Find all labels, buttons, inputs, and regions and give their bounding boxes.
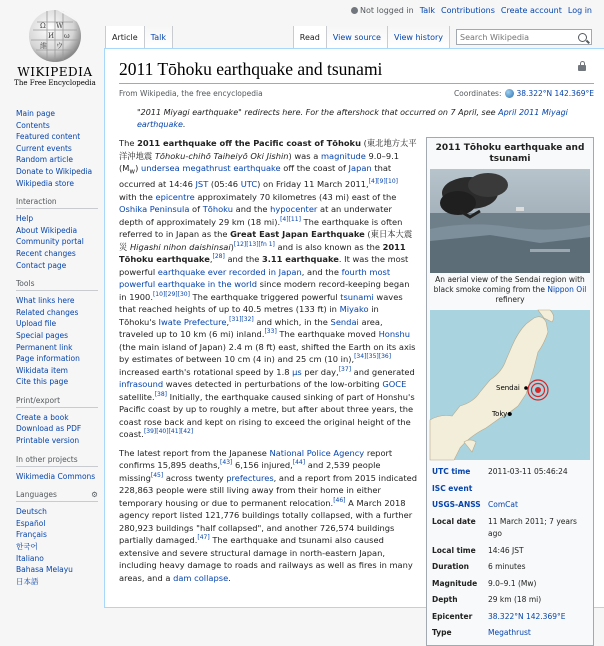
language-link[interactable]: Español — [16, 518, 46, 528]
sidebar-item[interactable]: Permanent link — [16, 342, 73, 352]
sidebar-item[interactable]: Special pages — [16, 330, 69, 340]
epicenter-marker — [528, 380, 548, 400]
table-row: Magnitude 9.0–9.1 (Mw) — [432, 578, 537, 588]
personal-tools — [351, 6, 592, 15]
search-icon[interactable] — [578, 33, 587, 42]
language-link[interactable]: Français — [16, 530, 47, 540]
hatnote: "2011 Miyagi earthquake" redirects here. For the aftershock that occurred on 7 April, see April 2011 Miyagi earthquake. — [137, 108, 568, 129]
sidebar-item[interactable]: Page information — [16, 354, 80, 364]
sidebar-item[interactable]: Featured content — [16, 132, 81, 142]
language-link[interactable]: Deutsch — [16, 507, 47, 517]
aerial-photo[interactable] — [430, 169, 590, 273]
site-subtitle — [119, 89, 594, 98]
table-row: Depth 29 km (18 mi) — [432, 595, 542, 604]
svg-text:И: И — [48, 32, 55, 40]
article-body — [119, 137, 594, 637]
language-link[interactable]: 한국어 — [16, 542, 38, 552]
table-row: ISC event — [432, 483, 473, 493]
sidebar-item[interactable]: Donate to Wikipedia — [16, 166, 93, 176]
sidebar-item[interactable]: Random article — [16, 155, 73, 165]
sidebar-item[interactable]: Wikidata item — [16, 365, 68, 375]
infobox-title: 2011 Tōhoku earthquake and tsunami — [435, 143, 585, 164]
from-wikipedia: From Wikipedia, the free encyclopedia — [119, 89, 263, 98]
tab-view-history[interactable]: View history — [387, 26, 450, 48]
sidebar-item[interactable]: Upload file — [16, 319, 57, 329]
logo-tagline: The Free Encyclopedia — [14, 79, 96, 87]
user-icon — [351, 7, 358, 14]
image-caption: An aerial view of the Sendai region with black smoke coming from the Nippon Oil refinery — [433, 275, 587, 304]
sidebar-item[interactable]: Related changes — [16, 307, 79, 317]
puzzle-globe-icon — [27, 8, 83, 64]
sidebar-other-projects — [16, 471, 104, 483]
sidebar-item[interactable]: Cite this page — [16, 377, 69, 387]
log-in-link[interactable]: Log in — [567, 6, 592, 15]
languages-heading: Languages ⚙ — [16, 490, 98, 502]
sidebar-item[interactable]: Contact page — [16, 260, 67, 270]
sidebar-item[interactable]: About Wikipedia — [16, 225, 78, 235]
language-link[interactable]: 日本語 — [16, 576, 39, 586]
svg-text:W: W — [56, 22, 64, 30]
sidebar-item[interactable]: Create a book — [16, 412, 69, 422]
view-tabs — [293, 26, 592, 48]
map-label-tokyo: Tokyo — [492, 410, 512, 418]
print-export-heading: Print/export — [16, 396, 98, 408]
contributions-link[interactable]: Contributions — [441, 6, 495, 15]
sidebar-interaction — [16, 213, 104, 271]
svg-text:ウ: ウ — [56, 42, 63, 50]
infobox-table — [430, 464, 590, 642]
table-row: Type Megathrust — [432, 628, 531, 637]
table-row: UTC time 2011-03-11 05:46:24 — [432, 467, 568, 476]
location-map[interactable] — [430, 310, 590, 460]
language-link[interactable]: Italiano — [16, 553, 44, 563]
tab-view-source[interactable]: View source — [326, 26, 387, 48]
search-input[interactable] — [460, 33, 578, 42]
tab-article[interactable]: Article — [105, 26, 144, 48]
other-projects-heading: In other projects — [16, 455, 98, 467]
sidebar-item[interactable]: What links here — [16, 296, 75, 306]
sidebar — [0, 108, 104, 595]
search-box[interactable] — [456, 29, 592, 45]
not-logged-in: Not logged in — [351, 6, 414, 15]
talk-link[interactable]: Talk — [419, 6, 436, 15]
wikipedia-logo[interactable] — [10, 8, 100, 87]
sidebar-print — [16, 412, 104, 447]
sidebar-item[interactable]: Printable version — [16, 436, 80, 446]
sidebar-item[interactable]: Main page — [16, 109, 56, 118]
svg-text:ω: ω — [64, 32, 70, 40]
sidebar-tools — [16, 295, 104, 388]
map-label-sendai: Sendai — [496, 384, 520, 392]
table-row: Local date 11 March 2011; 7 years ago — [432, 516, 577, 538]
sidebar-item[interactable]: Help — [16, 214, 34, 224]
table-row: Duration 6 minutes — [432, 562, 526, 571]
table-row: USGS-ANSS ComCat — [432, 500, 518, 509]
hatnote-link[interactable]: April 2011 Miyagi earthquake — [137, 108, 568, 129]
sidebar-item[interactable]: Recent changes — [16, 248, 76, 258]
language-link[interactable]: Bahasa Melayu — [16, 565, 73, 575]
gear-icon[interactable]: ⚙ — [91, 490, 98, 500]
sidebar-item[interactable]: Community portal — [16, 237, 84, 247]
svg-text:維: 維 — [40, 42, 47, 50]
table-row: Epicenter 38.322°N 142.369°E — [432, 611, 566, 621]
lead-paragraph: The 2011 earthquake off the Pacific coast of Tōhoku (東北地方太平洋沖地震 Tōhoku-chihō Taiheiyō Oki Jishin) was a magnitude 9.0–9.1 $(M_w)$ undersea megathrust earthquake off the coast of Japan that occurred at 14:46 JST (05:46 UTC) on Friday 11 March 2011,[4][9][10] with the epicentre approximately 70 kilometres (43 mi) east of the Oshika Peninsula of Tōhoku and the hypocenter at an underwater depth of approximately 29 km (18 mi).[4][11] The earthquake is often referred to in Japan as the Great East Japan Earthquake (東日本大震災 Higashi nihon daishinsai)[12][13][fn 1] and is also known as the 2011 Tōhoku earthquake,[28] and the 3.11 earthquake. It was the most powerful earthquake ever recorded in Japan, and the fourth most powerful earthquake in the world since modern record-keeping began in 1900.[10][29][30] The earthquake triggered powerful tsunami waves that reached heights of up to 40.5 metres (133 ft) in Miyako in Tōhoku's Iwate Prefecture,[31][32] and which, in the Sendai area, traveled up to 10 km (6 mi) inland.[33] The earthquake moved Honshu (the main island of Japan) 2.4 m (8 ft) east, shifted the Earth on its axis by estimates of between 10 cm (4 in) and 25 cm (10 in),[34][35][36] increased earth's rotational speed by 1.8 µs per day,[37] and generated infrasound waves detected in perturbations of the low-orbiting GOCE satellite.[38] Initially, the earthquake caused sinking of part of Honshu's Pacific coast by up to roughly a metre, but after about three years, the coast rose back and kept on rising to exceed the original height of the coast.[39][40][41][42] — [119, 138, 417, 440]
coordinates-link[interactable]: 38.322°N 142.369°E — [516, 89, 594, 98]
lock-icon[interactable] — [578, 65, 586, 71]
infobox — [426, 137, 594, 646]
article-content — [104, 48, 604, 637]
sidebar-item[interactable]: Download as PDF — [16, 424, 82, 434]
sidebar-item[interactable]: Contents — [16, 120, 50, 130]
tab-talk[interactable]: Talk — [144, 26, 173, 48]
logo-wordmark: WIKIPEDIA — [17, 65, 93, 79]
sidebar-languages — [16, 506, 104, 587]
page-title: 2011 Tōhoku earthquake and tsunami — [119, 59, 594, 84]
tools-heading: Tools — [16, 279, 98, 291]
interaction-heading: Interaction — [16, 197, 98, 209]
table-row: Local time 14:46 JST — [432, 545, 524, 555]
sidebar-item[interactable]: Current events — [16, 143, 72, 153]
coordinates: Coordinates: 38.322°N 142.369°E — [453, 89, 594, 98]
create-account-link[interactable]: Create account — [500, 6, 562, 15]
sidebar-item[interactable]: Wikipedia store — [16, 178, 74, 188]
sidebar-item[interactable]: Wikimedia Commons — [16, 471, 96, 481]
svg-text:Ω: Ω — [40, 22, 46, 30]
tab-read[interactable]: Read — [293, 26, 326, 48]
sidebar-navigation — [16, 108, 104, 189]
casualties-paragraph: The latest report from the Japanese National Police Agency report confirms 15,895 deaths,[43] 6,156 injured,[44] and 2,539 people missing[45] across twenty prefectures, and a report from 2015 indicated 228,863 people were still living away from their home in either temporary housing or due to permanent relocation.[46] A March 2018 agency report listed 121,776 buildings totally collapsed, with a further 280,923 buildings "half collapsed", and another 726,574 buildings partially damaged.[47] The earthquake and tsunami also caused extensive and severe structural damage in north-eastern Japan, including heavy damage to roads and railways as well as fires in many areas, and a dam collapse. — [119, 447, 417, 583]
nippon-oil-link[interactable]: Nippon Oil — [547, 285, 587, 294]
namespace-tabs — [105, 26, 173, 48]
globe-icon — [505, 89, 514, 98]
